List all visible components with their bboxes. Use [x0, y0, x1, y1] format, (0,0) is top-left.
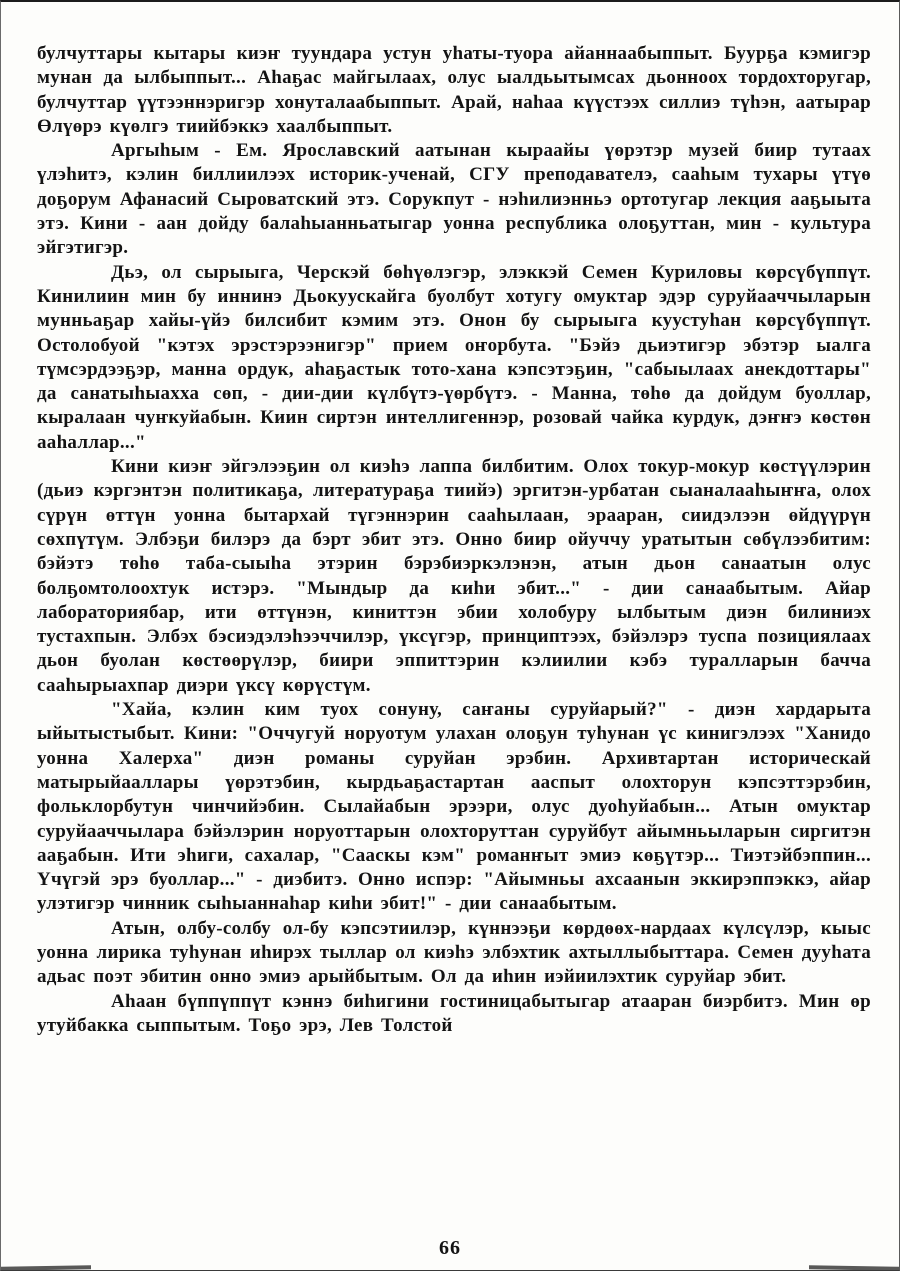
page-text-block [37, 42, 871, 1038]
paragraph: Кини киэҥ эйгэлээҕин ол киэһэ лаппа билбитим. Олох токур-мокур көстүүлэрин (дьиэ кэргэнтэн политикаҕа, литератураҕа тиийэ) эргитэн-урбатан сыаналааһыҥҥа, олох сүрүн өттүн уонна бытархай түгэннэрин сааһылаан, эрааран, сиидэлээн өйдүүрүн сөхпүтүм. Элбэҕи билэрэ да бэрт эбит этэ. Онно биир ойуччу уратытын сөбүлээбитим: бэйэтэ төһө таба-сыыһа этэрин бэрэбиэркэлэнэн, атын дьон санаатын олус болҕомтолоохтук истэрэ. "Мындыр да киһи эбит..." - дии санаабытым. Айар лабораториябар, ити өттүнэн, киниттэн эбии холобуру ылбытым диэн билиниэх тустахпын. Элбэх бэсиэдэлэһээччилэр, үксүгэр, принциптээх, бэйэлэрэ туспа позициялаах дьон буолан көстөөрүлэр, биири эппиттэрин кэлиилии кэбэ туралларын бачча сааһырыахпар диэри үксү көрүстүм. [37, 456, 871, 696]
paragraph: Атын, олбу-солбу ол-бу кэпсэтиилэр, күннээҕи көрдөөх-нардаах күлсүлэр, кыыс уонна лирика туһунан иһирэх тыллар ол киэһэ элбэхтик ахтыллыбыттара. Семен дууһата адьас поэт эбитин онно эмиэ арыйбытым. Ол да иһин иэйиилэхтик суруйар эбит. [37, 917, 871, 988]
paragraph: "Хайа, кэлин ким туох сонуну, саҥаны суруйарый?" - диэн хардарыта ыйытыстыбыт. Кини: "Оччугуй норуотум улахан олоҕун туһунан үс кинигэлээх "Ханидо уонна Халерха" диэн романы суруйан эрэбин. Архивтартан историческай матырыйааллары үөрэтэбин, кырдьаҕастартан ааспыт олохторун кэпсэттэрэбин, фольклорбутун чинчийэбин. Сылайабын эрээри, олус дуоһуйабын... Атын омуктар суруйааччылара бэйэлэрин норуоттарын олохторуттан суруйбут айымньыларын сиргитэн ааҕабын. Ити эһиги, сахалар, "Сааскы кэм" романҥыт эмиэ көҕүтэр... Тиэтэйбэппин... Үчүгэй эрэ буоллар..." - диэбитэ. Онно испэр: "Айымньы ахсаанын эккирэппэккэ, айар улэтигэр чинник сыһыаннаһар киһи эбит!" - дии санаабытым. [37, 699, 871, 915]
page-number: 66 [439, 1237, 461, 1259]
paragraph: Дьэ, ол сырыыга, Черскэй бөһүөлэгэр, элэккэй Семен Куриловы көрсүбүппүт. Кинилиин мин бу иннинэ Дьокуускайга буолбут хотугу омуктар эдэр суруйааччыларын мунньаҕар хайы-үйэ билсибит кэмим этэ. Онон бу сырыыга куустуһан көрсүбүппүт. Остолобуой "кэтэх эрэстэрээнигэр" прием оҥорбута. "Бэйэ дьиэтигэр эбэтэр ыалга түмсэрдээҕэр, манна ордук, аһаҕастык тото-хана кэпсэтэҕин, "сабыылаах анекдоттары" да санатыһыахха сөп, - дии-дии күлбүтэ-үөрбүтэ. - Манна, төһө да дойдум буоллар, кыралаан чуҥкуйабын. Киин сиртэн интеллигеннэр, розовай чайка курдук, дэҥҥэ көстөн ааһаллар..." [37, 261, 871, 453]
paragraph: Аһаан бүппүппүт кэннэ биһигини гостиницабытыгар атааран биэрбитэ. Мин өр утуйбакка сыппытым. Тоҕо эрэ, Лев Толстой [37, 990, 871, 1036]
paragraph: Аргыһым - Ем. Ярославский аатынан кыраайы үөрэтэр музей биир тутаах үлэһитэ, кэлин биллиилээх историк-ученай, СГУ преподавателэ, сааһым тухары үтүө доҕорум Афанасий Сыроватский этэ. Сорукпут - нэһилиэнньэ ортотугар лекция ааҕыыта этэ. Кини - аан дойду балаһыанньатыгар уонна республика олоҕуттан, мин - культура эйгэтигэр. [37, 140, 871, 259]
paragraph: булчуттары кытары киэҥ туундара устун уһаты-туора айаннаабыппыт. Буурҕа кэмигэр мунан да ылбыппыт... Аһаҕас майгылаах, олус ыалдьытымсах дьонноох тордохторугар, булчуттар үүтээннэригэр хонуталаабыппыт. Арай, наһаа күүстээх силлиэ түһэн, аатырар Өлүөрэ күөлгэ тиийбэккэ хаалбыппыт. [37, 43, 871, 137]
